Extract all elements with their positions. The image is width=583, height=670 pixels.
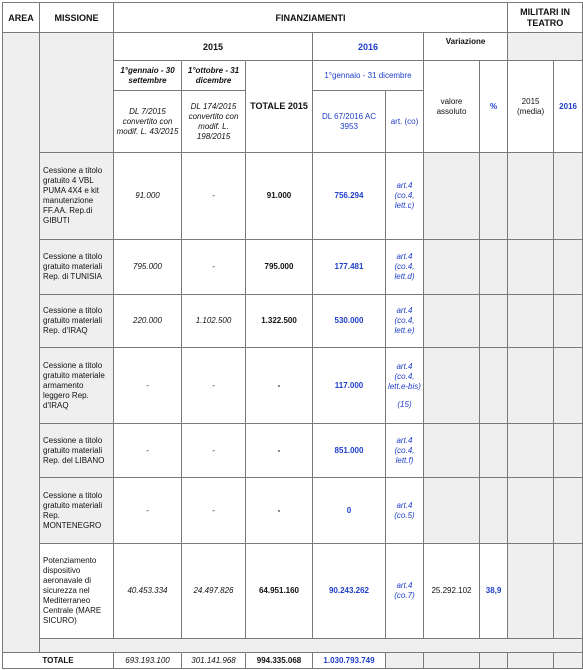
header-period-1: 1°gennaio - 30 settembre xyxy=(114,61,182,91)
row-description: Cessione a titolo gratuito materiale armamento leggero Rep. d'IRAQ xyxy=(40,348,114,424)
total-mil-2015-blank xyxy=(508,653,554,669)
missione-header-blank xyxy=(40,33,114,153)
row-description: Cessione a titolo gratuito 4 VBL PUMA 4X4 e kit manutenzione FF.AA. Rep.di GIBUTI xyxy=(40,153,114,240)
table-row xyxy=(3,544,583,639)
row-mil-2016 xyxy=(554,295,583,348)
row-mil-2015 xyxy=(508,348,554,424)
total-period-2: 301.141.968 xyxy=(182,653,246,669)
row-value-2016: 90.243.262 xyxy=(313,544,386,639)
total-art-blank xyxy=(386,653,424,669)
row-mil-2016 xyxy=(554,348,583,424)
row-description: Cessione a titolo gratuito materiali Rep. d'IRAQ xyxy=(40,295,114,348)
row-value-period-2: - xyxy=(182,424,246,478)
row-value-period-2: - xyxy=(182,153,246,240)
header-finanziamenti: FINANZIAMENTI xyxy=(114,3,508,33)
row-value-period-1: 795.000 xyxy=(114,240,182,295)
row-var-value xyxy=(424,295,480,348)
row-mil-2015 xyxy=(508,544,554,639)
row-mil-2015 xyxy=(508,424,554,478)
row-total-2015: 64.951.160 xyxy=(246,544,313,639)
table-row xyxy=(3,478,583,544)
row-article: art.4 (co.7) xyxy=(386,544,424,639)
table-row xyxy=(3,240,583,295)
row-var-percent xyxy=(480,478,508,544)
total-2016: 1.030.793.749 xyxy=(313,653,386,669)
row-article xyxy=(386,348,424,424)
header-year-2016: 2016 xyxy=(313,33,424,61)
header-militari: MILITARI IN TEATRO xyxy=(508,3,583,33)
row-value-period-2: 1.102.500 xyxy=(182,295,246,348)
row-var-value xyxy=(424,240,480,295)
row-value-2016: 117.000 xyxy=(313,348,386,424)
row-description: Cessione a titolo gratuito materiali Rep. di TUNISIA xyxy=(40,240,114,295)
row-value-2016: 530.000 xyxy=(313,295,386,348)
total-row xyxy=(3,653,583,669)
row-value-2016: 756.294 xyxy=(313,153,386,240)
row-mil-2016 xyxy=(554,153,583,240)
militari-sub-blank xyxy=(508,33,583,61)
total-val-blank xyxy=(424,653,480,669)
funding-table xyxy=(2,2,583,669)
row-total-2015: - xyxy=(246,348,313,424)
header-militari-2016: 2016 xyxy=(554,61,583,153)
row-value-period-1: 91.000 xyxy=(114,153,182,240)
row-value-period-1: 40.453.334 xyxy=(114,544,182,639)
header-percent: % xyxy=(480,61,508,153)
table-row xyxy=(3,348,583,424)
row-value-2016: 851.000 xyxy=(313,424,386,478)
row-mil-2016 xyxy=(554,424,583,478)
row-mil-2016 xyxy=(554,478,583,544)
total-period-1: 693.193.100 xyxy=(114,653,182,669)
row-total-2015: - xyxy=(246,424,313,478)
total-2015: 994.335.068 xyxy=(246,653,313,669)
row-value-period-1: - xyxy=(114,478,182,544)
row-value-period-1: - xyxy=(114,424,182,478)
header-variazione: Variazione xyxy=(424,33,508,61)
total-label: TOTALE xyxy=(3,653,114,669)
row-total-2015: - xyxy=(246,478,313,544)
row-description: Potenziamento dispositivo aeronavale di sicurezza nel Mediterraneo Centrale (MARE SICURO) xyxy=(40,544,114,639)
row-var-value xyxy=(424,478,480,544)
row-value-period-1: - xyxy=(114,348,182,424)
header-area: AREA xyxy=(3,3,40,33)
row-mil-2015 xyxy=(508,295,554,348)
row-var-percent xyxy=(480,153,508,240)
total-pct-blank xyxy=(480,653,508,669)
header-period-2016: 1°gennaio - 31 dicembre xyxy=(313,61,424,91)
row-article-note: (15) xyxy=(397,399,412,409)
row-mil-2015 xyxy=(508,153,554,240)
row-value-2016: 177.481 xyxy=(313,240,386,295)
row-mil-2016 xyxy=(554,240,583,295)
header-dl-2015b: DL 174/2015 convertito con modif. L. 198/2015 xyxy=(182,91,246,153)
table-row xyxy=(3,153,583,240)
table-row xyxy=(3,424,583,478)
row-mil-2015 xyxy=(508,240,554,295)
row-var-value: 25.292.102 xyxy=(424,544,480,639)
row-mil-2015 xyxy=(508,478,554,544)
row-var-percent xyxy=(480,240,508,295)
row-var-value xyxy=(424,153,480,240)
row-article: art.4 (co.5) xyxy=(386,478,424,544)
row-description: Cessione a titolo gratuito materiali Rep. MONTENEGRO xyxy=(40,478,114,544)
row-total-2015: 1.322.500 xyxy=(246,295,313,348)
row-var-value xyxy=(424,424,480,478)
row-var-percent xyxy=(480,424,508,478)
row-var-value xyxy=(424,348,480,424)
header-dl-2016: DL 67/2016 AC 3953 xyxy=(313,91,386,153)
row-value-period-2: - xyxy=(182,478,246,544)
table-row xyxy=(3,295,583,348)
row-var-percent xyxy=(480,295,508,348)
row-article: art.4 (co.4, lett.f) xyxy=(386,424,424,478)
row-article: art.4 (co.4, lett.c) xyxy=(386,153,424,240)
row-total-2015: 91.000 xyxy=(246,153,313,240)
row-value-period-2: - xyxy=(182,348,246,424)
header-year-2015: 2015 xyxy=(114,33,313,61)
row-value-period-2: 24.497.826 xyxy=(182,544,246,639)
header-militari-2015: 2015 (media) xyxy=(508,61,554,153)
row-value-2016: 0 xyxy=(313,478,386,544)
header-missione: MISSIONE xyxy=(40,3,114,33)
row-article: art.4 (co.4, lett.e) xyxy=(386,295,424,348)
spacer-row xyxy=(40,639,583,653)
row-description: Cessione a titolo gratuito materiali Rep. del LIBANO xyxy=(40,424,114,478)
row-mil-2016 xyxy=(554,544,583,639)
header-totale-2015: TOTALE 2015 xyxy=(246,61,313,153)
row-var-percent: 38,9 xyxy=(480,544,508,639)
total-mil-2016-blank xyxy=(554,653,583,669)
header-art-co: art. (co) xyxy=(386,91,424,153)
row-value-period-1: 220.000 xyxy=(114,295,182,348)
header-dl-2015a: DL 7/2015 convertito con modif. L. 43/2015 xyxy=(114,91,182,153)
area-column xyxy=(3,33,40,653)
row-var-percent xyxy=(480,348,508,424)
row-article: art.4 (co.4, lett.d) xyxy=(386,240,424,295)
header-valore-assoluto: valore assoluto xyxy=(424,61,480,153)
row-value-period-2: - xyxy=(182,240,246,295)
header-period-2: 1°ottobre - 31 dicembre xyxy=(182,61,246,91)
row-article-text: art.4 (co.4, lett.e-bis) xyxy=(388,361,421,391)
row-total-2015: 795.000 xyxy=(246,240,313,295)
